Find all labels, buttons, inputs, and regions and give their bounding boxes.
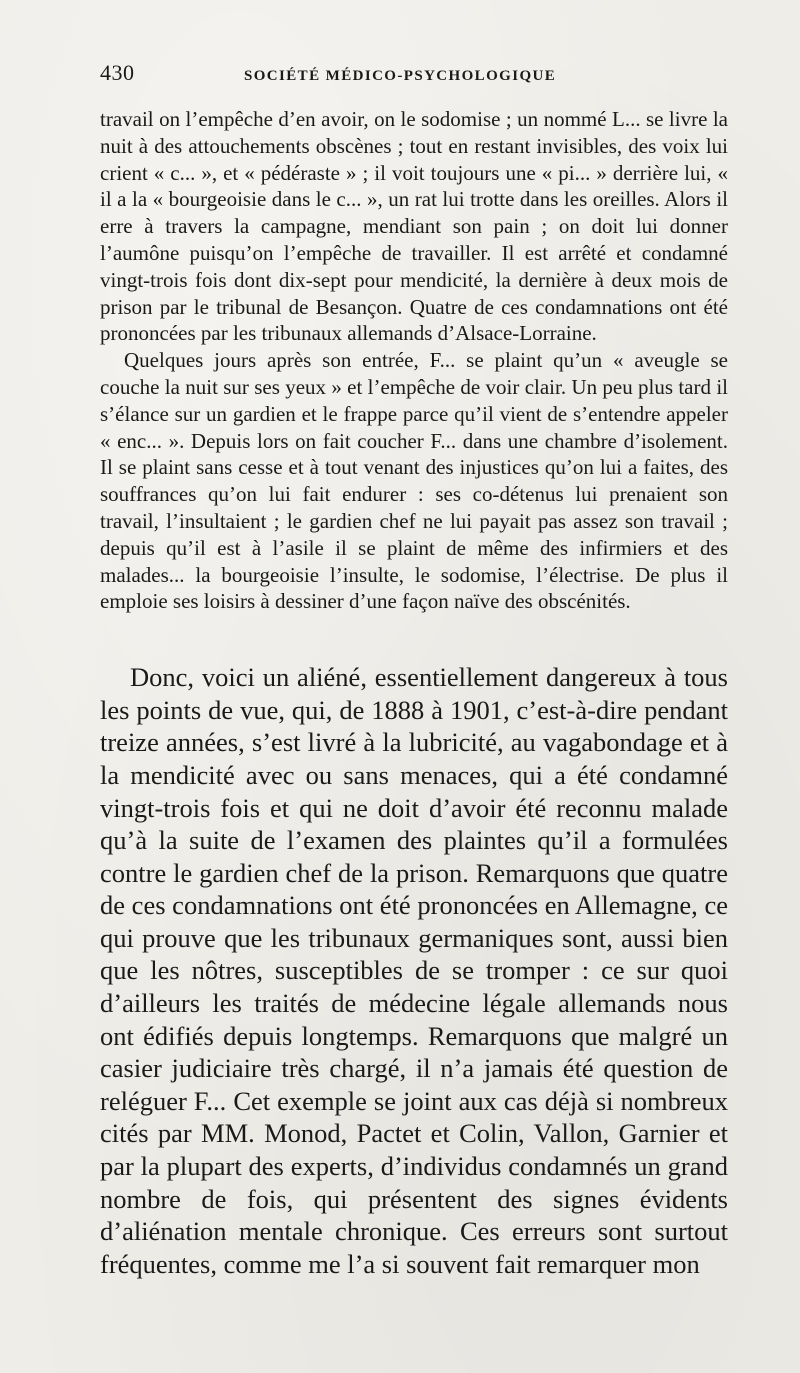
section-gap [100, 615, 728, 661]
case-paragraph-2: Quelques jours après son entrée, F... se plaint qu’un « aveugle se couche la nuit sur ses yeux » et l’empêche de voir clair. Un peu plus tard il s’élance sur un gardien et le frappe parce qu’il vient de s’entendre appeler « enc... ». Depuis lors on fait coucher F... dans une chambre d’isolement. Il se plaint sans cesse et à tout venant des injustices qu’on lui a faites, des souffrances qu’on lui fait endurer : ses co-détenus lui prenaient son travail, l’insultaient ; le gardien chef ne lui payait pas assez son travail ; depuis qu’il est à l’asile il se plaint de même des infirmiers et des malades... la bourgeoisie l’insulte, le sodomise, l’électrise. De plus il emploie ses loisirs à dessiner d’une façon naïve des obscénités. [100, 348, 728, 614]
page-number: 430 [100, 60, 135, 85]
commentary-text [100, 661, 728, 1280]
case-paragraph-1: travail on l’empêche d’en avoir, on le sodomise ; un nommé L... se livre la nuit à des attouchements obscènes ; tout en restant invisibles, des voix lui crient « c... », et « pédéraste » ; il voit toujours une « pi... » derrière lui, « il a la « bourgeoisie dans le c... », un rat lui trotte dans les oreilles. Alors il erre à travers la campagne, mendiant son pain ; on doit lui donner l’aumône puisqu’on l’empêche de travailler. Il est arrêté et condamné vingt-trois fois dont dix-sept pour mendicité, la dernière à deux mois de prison par le tribunal de Besançon. Quatre de ces condamnations ont été prononcées par les tribunaux allemands d’Alsace-Lorraine. [100, 107, 728, 346]
journal-title: SOCIÉTÉ MÉDICO-PSYCHOLOGIQUE [244, 68, 557, 84]
commentary-paragraph: Donc, voici un aliéné, essentiellement dangereux à tous les points de vue, qui, de 1888 à 1901, c’est-à-dire pendant treize années, s’est livré à la lubricité, au vagabondage et à la mendicité avec ou sans menaces, qui a été condamné vingt-trois fois et qui ne doit d’avoir été reconnu malade qu’à la suite de l’examen des plaintes qu’il a formulées contre le gardien chef de la prison. Remarquons que quatre de ces condamnations ont été prononcées en Allemagne, ce qui prouve que les tribunaux germaniques sont, aussi bien que les nôtres, susceptibles de se tromper : ce sur quoi d’ailleurs les traités de médecine légale allemands nous ont édifiés depuis longtemps. Remarquons que malgré un casier judiciaire très chargé, il n’a jamais été question de reléguer F... Cet exemple se joint aux cas déjà si nombreux cités par MM. Monod, Pactet et Colin, Vallon, Garnier et par la plupart des experts, d’individus condamnés un grand nombre de fois, qui présentent des signes évidents d’aliénation mentale chronique. Ces erreurs sont surtout fréquentes, comme me l’a si souvent fait remarquer mon [100, 662, 728, 1279]
running-head [100, 60, 728, 106]
case-report-text [100, 106, 728, 615]
